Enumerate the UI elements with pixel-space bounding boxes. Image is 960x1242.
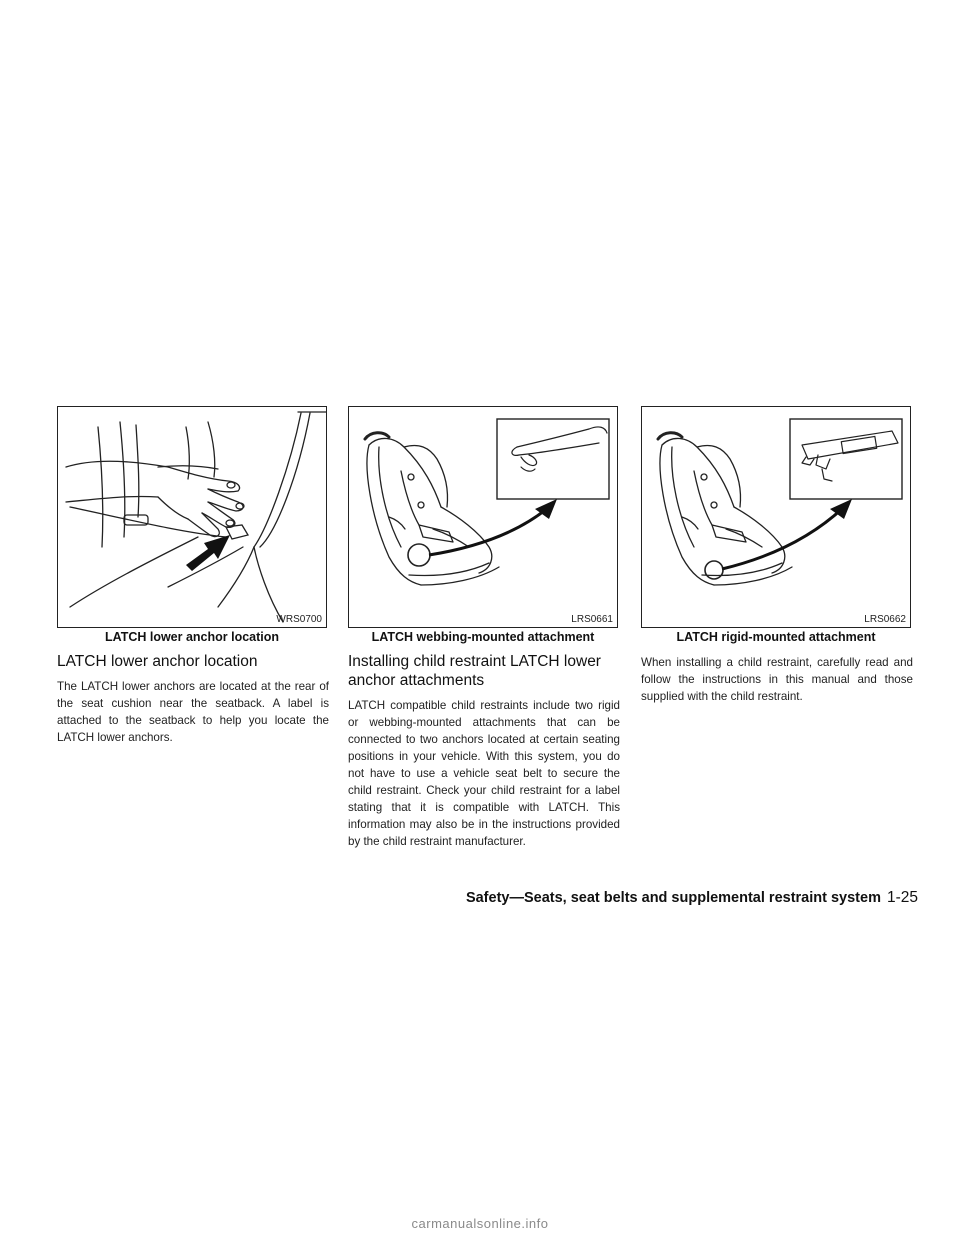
section-heading: LATCH lower anchor location <box>57 653 258 670</box>
hand-at-seat-illustration <box>58 407 328 629</box>
figure-code: LRS0662 <box>864 614 906 625</box>
figure-webbing-mounted <box>348 406 618 628</box>
child-seat-rigid-illustration <box>642 407 912 629</box>
figure-rigid-mounted <box>641 406 911 628</box>
figure-code: WRS0700 <box>276 614 322 625</box>
page-footer <box>458 889 918 907</box>
figure-caption: LATCH rigid-mounted attachment <box>676 630 876 644</box>
section-heading: Installing child restraint LATCH lower anchor attachments <box>348 653 601 689</box>
column-3 <box>641 406 913 705</box>
page-number: 1-25 <box>886 889 918 906</box>
figure-lower-anchor-location <box>57 406 327 628</box>
column-1 <box>57 406 329 746</box>
child-seat-webbing-illustration <box>349 407 619 629</box>
footer-section-title: Safety—Seats, seat belts and supplemental restraint system <box>465 890 881 906</box>
figure-caption: LATCH webbing-mounted attachment <box>371 630 595 644</box>
figure-code: LRS0661 <box>571 614 613 625</box>
section-body: LATCH compatible child restraints include two rigid or webbing-mounted attachments that can be connected to two anchors located at certain seating positions in your vehicle. With this system, you do not have to use a vehicle seat belt to secure the child restraint. Check your child restraint for a label stating that it is compatible with LATCH. This information may also be in the instructions provided by the child restraint manufacturer. <box>348 699 620 848</box>
figure-caption: LATCH lower anchor location <box>104 630 280 644</box>
section-body: The LATCH lower anchors are located at the rear of the seat cushion near the seatback. A label is attached to the seatback to help you locate the LATCH lower anchors. <box>57 680 329 744</box>
watermark: carmanualsonline.info <box>411 1216 549 1231</box>
column-2 <box>348 406 620 850</box>
section-body: When installing a child restraint, carefully read and follow the instructions in this manual and those supplied with the child restraint. <box>641 656 913 703</box>
